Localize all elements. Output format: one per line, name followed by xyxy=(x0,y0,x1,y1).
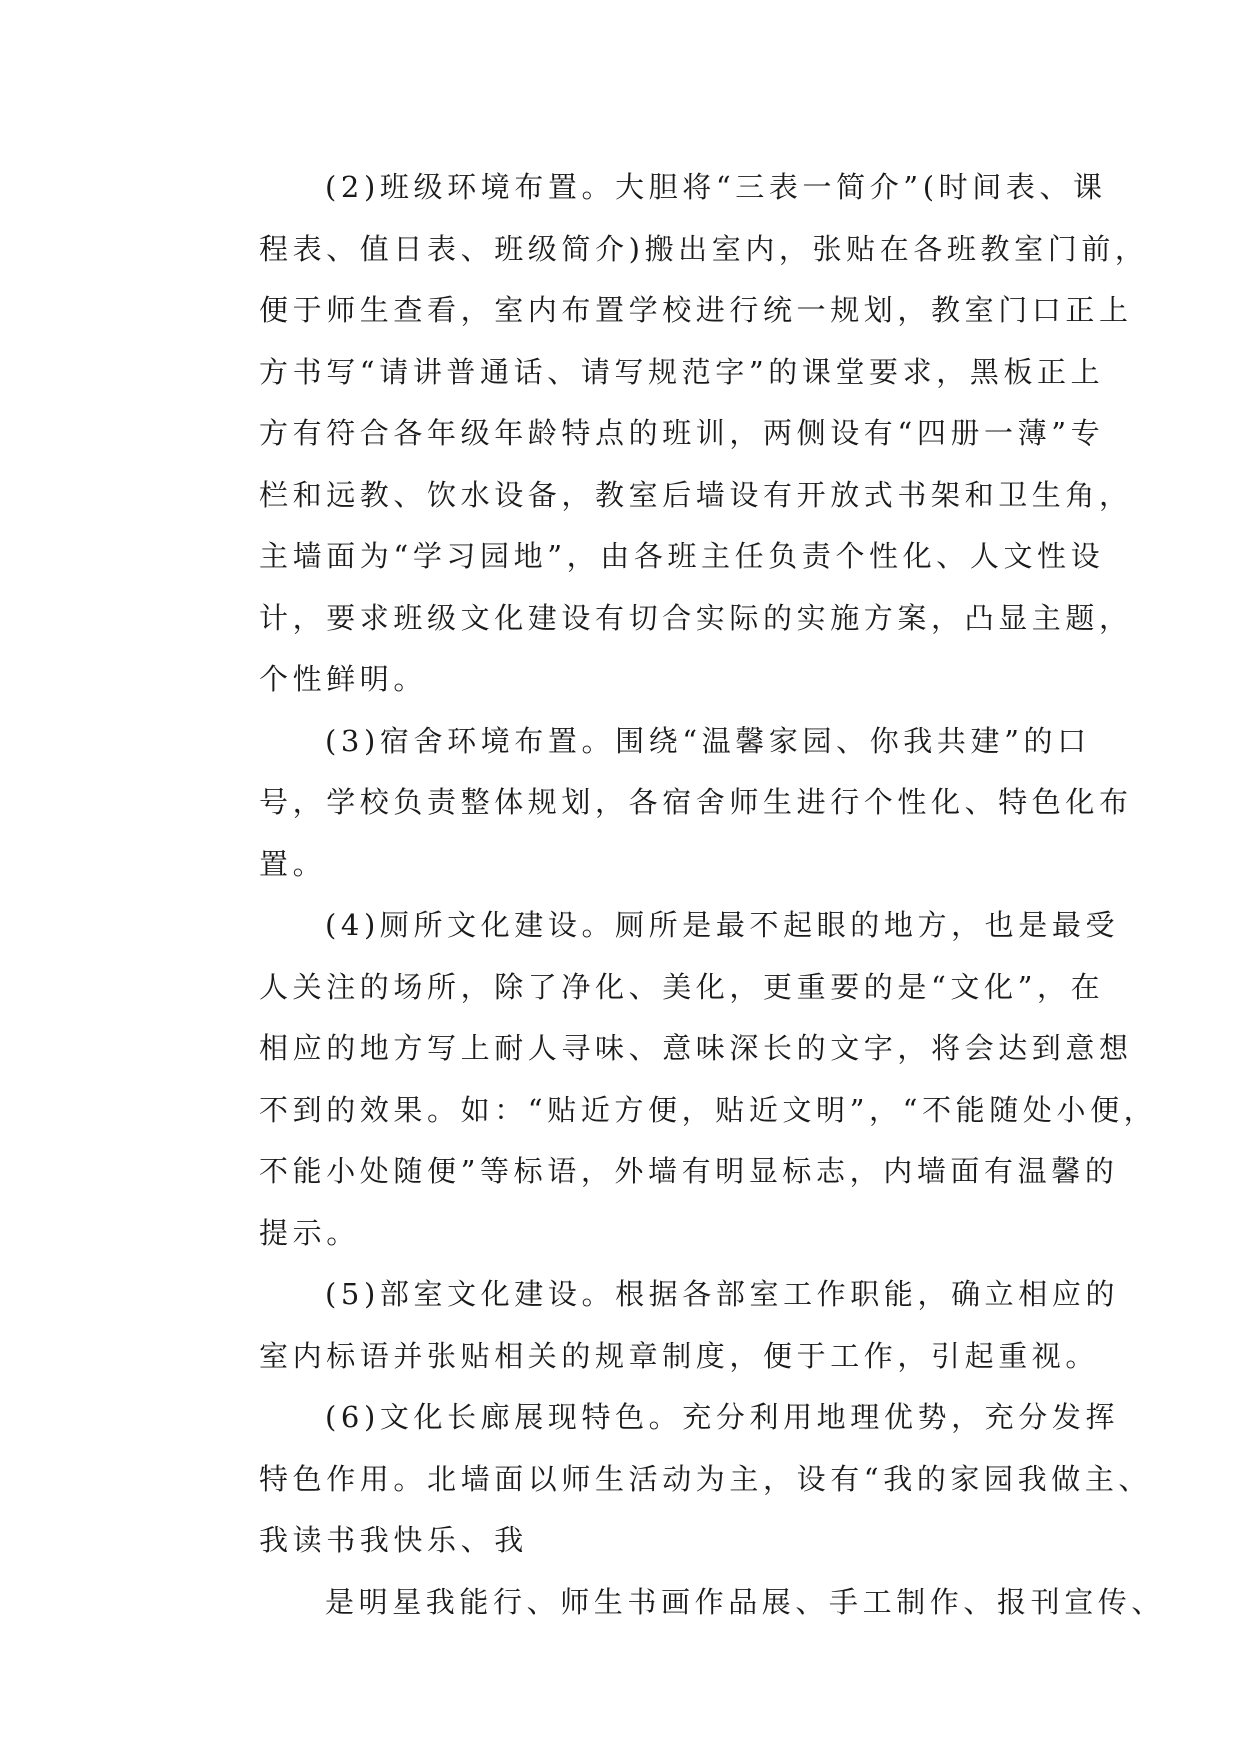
text-line: 特色作用。北墙面以师生活动为主，设有“我的家园我做主、 xyxy=(259,1461,1153,1496)
paragraph-class-environment xyxy=(193,157,1149,711)
text-line: 个性鲜明。 xyxy=(259,662,428,696)
text-line: 不到的效果。如：“贴近方便，贴近文明”，“不能随处小便， xyxy=(259,1092,1158,1127)
text-line: 我读书我快乐、我 xyxy=(259,1523,528,1557)
paragraph-corridor-continued xyxy=(193,1572,1166,1634)
text-line: 提示。 xyxy=(259,1215,360,1250)
text-line: 方书写“请讲普通话、请写规范字”的课堂要求，黑板正上 xyxy=(259,354,1105,389)
text-line: 主墙面为“学习园地”，由各班主任负责个性化、人文性设 xyxy=(259,539,1105,573)
text-line: (6)文化长廊展现特色。充分利用地理优势，充分发挥 xyxy=(325,1400,1120,1434)
text-line: (3)宿舍环境布置。围绕“温馨家园、你我共建”的口 xyxy=(325,723,1091,758)
text-line: (4)厕所文化建设。厕所是最不起眼的地方，也是最受 xyxy=(325,908,1120,942)
paragraph-restroom-culture xyxy=(193,895,1158,1264)
text-line: 是明星我能行、师生书画作品展、手工制作、报刊宣传、 xyxy=(325,1584,1166,1619)
text-line: 便于师生查看，室内布置学校进行统一规划，教室门口正上 xyxy=(259,293,1133,327)
paragraph-department-culture xyxy=(193,1264,1120,1387)
text-line: (2)班级环境布置。大胆将“三表一简介”(时间表、课 xyxy=(325,170,1107,204)
text-line: 室内标语并张贴相关的规章制度，便于工作，引起重视。 xyxy=(259,1338,1100,1373)
text-line: 相应的地方写上耐人寻味、意味深长的文字，将会达到意想 xyxy=(259,1031,1133,1065)
text-line: 不能小处随便”等标语，外墙有明显标志，内墙面有温馨的 xyxy=(259,1154,1119,1188)
paragraph-culture-corridor xyxy=(193,1387,1153,1572)
paragraph-dormitory-environment xyxy=(193,711,1133,896)
text-line: 号，学校负责整体规划，各宿舍师生进行个性化、特色化布 xyxy=(259,785,1133,819)
document-body xyxy=(193,157,1166,1633)
text-line: 程表、值日表、班级简介)搬出室内，张贴在各班教室门前， xyxy=(259,231,1149,266)
text-line: 人关注的场所，除了净化、美化，更重要的是“文化”，在 xyxy=(259,969,1105,1004)
text-line: 计，要求班级文化建设有切合实际的实施方案，凸显主题， xyxy=(259,600,1133,635)
text-line: 置。 xyxy=(259,846,327,881)
text-line: (5)部室文化建设。根据各部室工作职能，确立相应的 xyxy=(325,1277,1120,1311)
text-line: 栏和远教、饮水设备，教室后墙设有开放式书架和卫生角， xyxy=(259,477,1133,512)
text-line: 方有符合各年级年龄特点的班训，两侧设有“四册一薄”专 xyxy=(259,416,1105,450)
